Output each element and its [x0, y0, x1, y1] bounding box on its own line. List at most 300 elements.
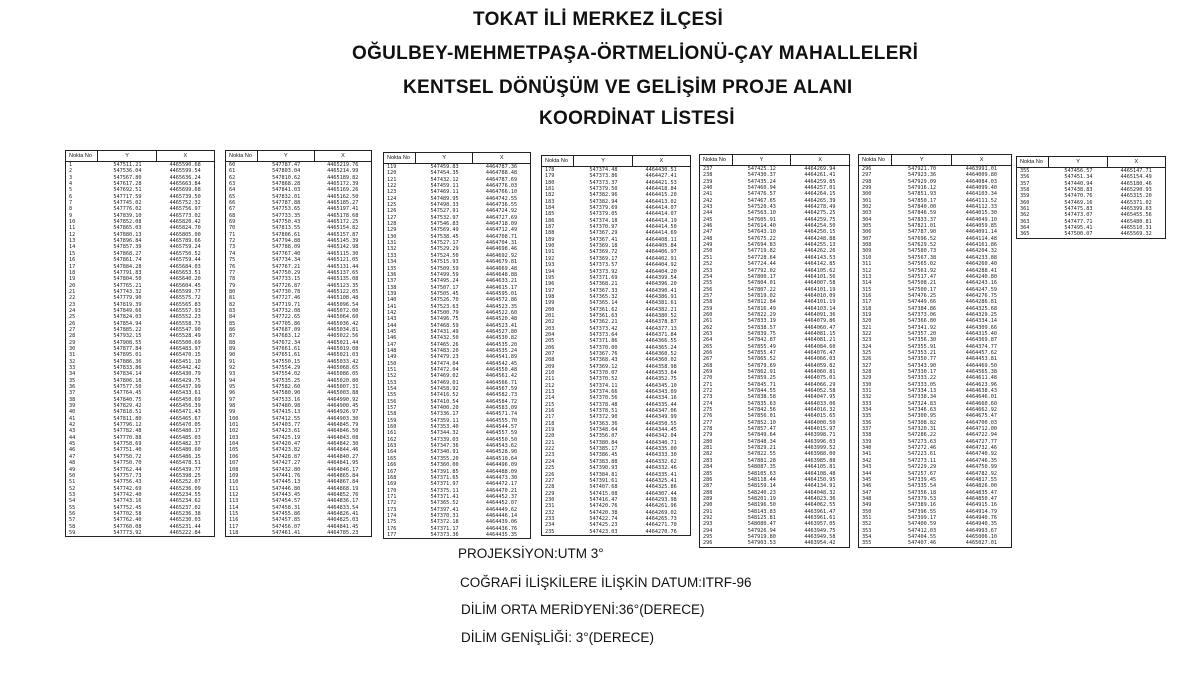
point-no: 271 [703, 381, 713, 388]
y-coordinate: 547614.40 [747, 223, 776, 230]
x-coordinate: 4464265.73 [645, 515, 677, 522]
point-no: 80 [229, 288, 236, 295]
point-no: 200 [545, 306, 555, 313]
y-coordinate: 547451.34 [1064, 174, 1093, 181]
point-no: 146 [387, 335, 397, 342]
header-y: Y [258, 151, 315, 161]
y-coordinate: 547465.26 [430, 341, 459, 348]
y-coordinate: 548201.19 [747, 495, 776, 502]
x-coordinate: 4465064.60 [327, 314, 359, 321]
y-coordinate: 547750.43 [272, 219, 301, 226]
y-coordinate: 547767.21 [272, 263, 301, 270]
x-coordinate: 4465189.82 [327, 174, 359, 181]
point-no: 33 [69, 365, 76, 371]
point-no: 194 [545, 268, 555, 275]
y-coordinate: 547629.52 [908, 242, 937, 249]
y-coordinate: 547803.04 [272, 168, 301, 175]
y-coordinate: 547561.92 [908, 267, 937, 274]
y-coordinate: 547856.01 [747, 413, 776, 420]
point-no: 183 [545, 198, 555, 205]
point-no: 7 [69, 200, 73, 207]
point-no: 148 [387, 347, 397, 354]
x-coordinate: 4464865.84 [327, 472, 359, 479]
x-coordinate: 4465653.51 [169, 269, 201, 276]
y-coordinate: 547854.94 [113, 320, 142, 327]
x-coordinate: 4464900.45 [327, 403, 359, 410]
point-no: 49 [69, 466, 76, 473]
y-coordinate: 547852.08 [113, 219, 142, 226]
y-coordinate: 547335.54 [908, 483, 937, 490]
point-no: 64 [229, 187, 236, 194]
header-y: Y [733, 155, 792, 165]
point-no: 100 [229, 415, 239, 422]
y-coordinate: 547702.58 [113, 510, 142, 517]
x-coordinate: 4465773.02 [169, 212, 201, 219]
y-coordinate: 547767.40 [272, 250, 301, 257]
x-coordinate: 4464732.46 [965, 445, 997, 452]
point-no: 89 [229, 345, 236, 352]
point-no: 201 [545, 312, 555, 319]
point-no: 98 [229, 403, 236, 410]
y-coordinate: 547483.20 [430, 347, 459, 354]
point-no: 188 [545, 230, 555, 237]
x-coordinate: 4464009.80 [965, 172, 997, 179]
y-coordinate: 547407.68 [589, 484, 618, 491]
x-coordinate: 4464059.82 [804, 362, 836, 369]
x-coordinate: 4465022.56 [327, 333, 359, 340]
y-coordinate: 547822.55 [747, 451, 776, 458]
x-coordinate: 4464076.47 [804, 349, 836, 356]
point-no: 261 [703, 318, 713, 325]
y-coordinate: 547432.12 [430, 176, 459, 183]
y-coordinate: 547877.84 [113, 345, 142, 352]
y-coordinate: 547617.28 [113, 181, 142, 188]
point-no: 9 [69, 212, 73, 219]
point-no: 149 [387, 354, 397, 361]
y-coordinate: 547745.02 [113, 200, 142, 207]
point-no: 209 [545, 363, 555, 370]
point-no: 356 [1020, 174, 1030, 181]
x-coordinate: 4465019.08 [327, 345, 359, 352]
y-coordinate: 547416.52 [430, 392, 459, 399]
x-coordinate: 4464386.91 [645, 293, 677, 300]
x-coordinate: 4464724.92 [485, 208, 518, 215]
y-coordinate: 547845.71 [747, 381, 776, 388]
y-coordinate: 547757.73 [113, 472, 142, 479]
x-coordinate: 4465033.42 [327, 358, 359, 365]
point-no: 97 [229, 396, 236, 403]
y-coordinate: 547764.45 [113, 390, 142, 397]
x-coordinate: 4464143.53 [804, 254, 836, 261]
point-no: 303 [862, 210, 872, 217]
point-no: 96 [229, 390, 236, 397]
y-coordinate: 547369.72 [589, 249, 618, 256]
point-no: 254 [703, 273, 713, 280]
point-no: 199 [545, 300, 555, 307]
point-no: 47 [69, 453, 76, 460]
x-coordinate: 4465086.05 [327, 371, 359, 378]
point-no: 264 [703, 337, 713, 344]
point-no: 162 [387, 436, 397, 443]
point-no: 214 [545, 395, 555, 402]
x-coordinate: 4464565.38 [965, 369, 997, 375]
point-no: 57 [69, 517, 76, 524]
y-coordinate: 547569.49 [430, 227, 459, 234]
y-coordinate: 547378.48 [589, 401, 618, 408]
y-coordinate: 547286.22 [908, 432, 937, 439]
point-no: 93 [229, 371, 236, 378]
point-no: 301 [862, 197, 872, 204]
point-no: 186 [545, 217, 555, 224]
y-coordinate: 547743.32 [113, 288, 142, 295]
point-no: 318 [862, 305, 872, 312]
y-coordinate: 547728.64 [747, 254, 776, 261]
y-coordinate: 547859.25 [747, 375, 776, 382]
x-coordinate: 4464846.50 [327, 428, 359, 435]
x-coordinate: 4464903.30 [327, 415, 359, 422]
x-coordinate: 4464365.24 [645, 344, 677, 351]
point-no: 290 [703, 502, 713, 509]
point-no: 250 [703, 248, 713, 255]
page-title-line-3: KENTSEL DÖNÜŞÜM VE GELİŞİM PROJE ALANI [403, 77, 853, 98]
y-coordinate: 547370.56 [589, 395, 618, 402]
point-no: 306 [862, 229, 872, 236]
table-row [66, 530, 214, 536]
y-coordinate: 547895.01 [113, 352, 142, 359]
x-coordinate: 4463998.71 [804, 432, 836, 439]
y-coordinate: 547580.90 [272, 390, 301, 397]
y-coordinate: 547833.37 [908, 216, 937, 223]
point-no: 220 [545, 433, 555, 440]
x-coordinate: 4464081.21 [804, 337, 836, 344]
x-coordinate: 4464342.04 [645, 433, 677, 440]
page-title-line-1: TOKAT İLİ MERKEZ İLÇESİ [473, 9, 724, 30]
point-no: 83 [229, 307, 236, 314]
point-no: 295 [703, 533, 713, 540]
x-coordinate: 4464103.14 [804, 305, 836, 312]
y-coordinate: 547386.45 [589, 452, 618, 459]
x-coordinate: 4465482.37 [169, 441, 201, 448]
header-no: Nokta No [542, 156, 574, 166]
y-coordinate: 547550.15 [272, 358, 301, 365]
y-coordinate: 547454.57 [272, 498, 301, 505]
point-no: 241 [703, 191, 713, 198]
point-no: 234 [545, 522, 555, 529]
point-no: 276 [703, 413, 713, 420]
point-no: 272 [703, 388, 713, 395]
x-coordinate: 4464435.35 [485, 531, 518, 538]
point-no: 296 [862, 166, 872, 172]
x-coordinate: 4464259.85 [804, 178, 836, 185]
point-no: 351 [862, 514, 872, 521]
point-no: 297 [862, 172, 872, 179]
x-coordinate: 4464325.86 [645, 484, 677, 491]
x-coordinate: 4465470.15 [169, 352, 201, 359]
point-no: 269 [703, 369, 713, 375]
y-coordinate: 547833.19 [747, 318, 776, 325]
x-coordinate: 4464535.24 [485, 347, 518, 354]
y-coordinate: 547819.02 [747, 292, 776, 299]
point-no: 365 [1020, 231, 1030, 238]
point-no: 170 [387, 487, 397, 494]
x-coordinate: 4464550.48 [485, 367, 518, 373]
point-no: 268 [703, 362, 713, 369]
point-no: 289 [703, 495, 713, 502]
x-coordinate: 4464248.88 [804, 235, 836, 242]
point-no: 215 [545, 401, 555, 408]
point-no: 245 [703, 216, 713, 223]
y-coordinate: 547520.43 [747, 204, 776, 211]
y-coordinate: 547412.03 [908, 527, 937, 534]
x-coordinate: 4465219.76 [327, 162, 359, 168]
x-coordinate: 4465021.03 [327, 352, 359, 359]
x-coordinate: 4464269.94 [804, 166, 836, 172]
y-coordinate: 547367.33 [589, 287, 618, 294]
x-coordinate: 4464360.02 [645, 357, 677, 364]
x-coordinate: 4464033.06 [804, 400, 836, 407]
y-coordinate: 547868.28 [272, 181, 301, 188]
y-coordinate: 547407.46 [908, 540, 937, 547]
x-coordinate: 4465096.54 [327, 301, 359, 308]
point-no: 66 [229, 200, 236, 207]
y-coordinate: 547885.22 [113, 326, 142, 333]
y-coordinate: 547371.17 [430, 525, 459, 532]
x-coordinate: 4465237.02 [169, 504, 201, 511]
y-coordinate: 547355.20 [430, 455, 459, 462]
point-no: 279 [703, 432, 713, 439]
y-coordinate: 547861.74 [113, 257, 142, 264]
y-coordinate: 547500.17 [908, 286, 937, 293]
x-coordinate: 4465465.67 [169, 415, 201, 422]
y-coordinate: 547536.04 [113, 168, 142, 175]
y-coordinate: 547527.17 [430, 240, 459, 247]
x-coordinate: 4464633.21 [485, 278, 518, 285]
y-coordinate: 547822.29 [747, 311, 776, 318]
y-coordinate: 547373.57 [589, 262, 618, 269]
y-coordinate: 547480.98 [272, 403, 301, 410]
x-coordinate: 4464646.01 [965, 394, 997, 401]
x-coordinate: 4465108.48 [327, 295, 359, 302]
y-coordinate: 547382.94 [589, 198, 618, 205]
point-no: 299 [862, 185, 872, 192]
x-coordinate: 4464826.00 [965, 483, 997, 490]
y-coordinate: 547320.31 [908, 426, 937, 433]
point-no: 61 [229, 168, 236, 175]
y-coordinate: 547359.11 [430, 417, 459, 424]
point-no: 16 [69, 257, 76, 264]
header-x: X [979, 157, 984, 163]
y-coordinate: 547300.95 [908, 413, 937, 420]
y-coordinate: 547819.39 [113, 301, 142, 308]
y-coordinate: 547423.03 [589, 528, 618, 535]
x-coordinate: 4464066.03 [804, 356, 836, 363]
x-coordinate: 4464347.06 [645, 408, 677, 415]
x-coordinate: 4465756.97 [169, 206, 201, 213]
y-coordinate: 547791.83 [113, 269, 142, 276]
point-no: 315 [862, 286, 872, 293]
y-coordinate: 547577.50 [113, 384, 142, 391]
x-coordinate: 4464850.47 [965, 495, 997, 502]
x-coordinate: 4464161.86 [965, 242, 997, 249]
y-coordinate: 547840.75 [113, 396, 142, 403]
table-row [542, 529, 690, 535]
x-coordinate: 4464250.15 [804, 229, 836, 236]
x-coordinate: 4464712.49 [485, 227, 518, 234]
y-coordinate: 547458.92 [430, 386, 459, 393]
x-coordinate: 4465750.52 [169, 250, 201, 257]
x-coordinate: 4465178.68 [327, 212, 359, 219]
y-coordinate: 547365.32 [589, 293, 618, 300]
x-coordinate: 4464075.01 [804, 375, 836, 382]
y-coordinate: 547378.51 [589, 408, 618, 415]
point-no: 164 [387, 449, 397, 456]
point-no: 150 [387, 360, 397, 367]
coordinate-table-6 [858, 154, 1012, 548]
x-coordinate: 4465547.90 [169, 326, 201, 333]
header-x: X [659, 158, 664, 164]
y-coordinate: 547886.36 [113, 358, 142, 365]
point-no: 35 [69, 377, 76, 384]
point-no: 79 [229, 282, 236, 289]
y-coordinate: 547675.22 [747, 235, 776, 242]
x-coordinate: 4464271.70 [645, 522, 677, 529]
point-no: 159 [387, 417, 397, 424]
y-coordinate: 547800.17 [747, 273, 776, 280]
central-meridian-label: DİLİM ORTA MERİDYENİ:36°(DERECE) [461, 602, 705, 617]
y-coordinate: 547380.84 [589, 439, 618, 446]
y-coordinate: 547751.40 [113, 447, 142, 454]
y-coordinate: 547762.40 [113, 517, 142, 524]
point-no: 304 [862, 216, 872, 223]
point-no: 92 [229, 365, 236, 371]
point-no: 178 [545, 167, 555, 173]
x-coordinate: 4464452.37 [485, 493, 518, 500]
x-coordinate: 4464396.20 [645, 281, 677, 288]
y-coordinate: 547672.34 [272, 339, 301, 346]
point-no: 319 [862, 311, 872, 318]
point-no: 84 [229, 314, 236, 321]
y-coordinate: 547787.47 [272, 162, 301, 168]
point-no: 260 [703, 311, 713, 318]
y-coordinate: 547423.61 [272, 428, 301, 435]
point-no: 330 [862, 381, 872, 388]
x-coordinate: 4464345.10 [645, 382, 677, 389]
x-coordinate: 4465036.42 [327, 320, 359, 327]
y-coordinate: 547844.55 [747, 388, 776, 395]
point-no: 143 [387, 316, 397, 323]
x-coordinate: 4464418.84 [645, 186, 677, 193]
point-no: 226 [545, 471, 555, 478]
point-no: 324 [862, 343, 872, 350]
point-no: 168 [387, 474, 397, 481]
header-x: X [1134, 159, 1139, 165]
x-coordinate: 4464335.41 [645, 471, 677, 478]
x-coordinate: 4465456.39 [169, 403, 201, 410]
point-no: 265 [703, 343, 713, 350]
point-no: 158 [387, 411, 397, 418]
point-no: 191 [545, 249, 555, 256]
point-no: 267 [703, 356, 713, 363]
point-no: 340 [862, 445, 872, 452]
y-coordinate: 547373.86 [589, 173, 618, 180]
x-coordinate: 4463949.75 [804, 527, 836, 534]
y-coordinate: 547812.84 [747, 299, 776, 306]
x-coordinate: 4465399.63 [1120, 206, 1152, 213]
y-coordinate: 547410.54 [430, 398, 459, 405]
x-coordinate: 4465739.50 [169, 193, 201, 200]
point-no: 128 [387, 221, 397, 228]
point-no: 156 [387, 398, 397, 405]
y-coordinate: 547818.51 [113, 409, 142, 416]
point-no: 233 [545, 515, 555, 522]
x-coordinate: 4464016.32 [804, 407, 836, 414]
y-coordinate: 547420.38 [589, 509, 618, 516]
x-coordinate: 4465480.17 [169, 428, 201, 435]
y-coordinate: 547750.29 [272, 269, 301, 276]
x-coordinate: 4465483.97 [169, 345, 201, 352]
point-no: 166 [387, 462, 397, 469]
x-coordinate: 4464567.59 [485, 386, 518, 393]
y-coordinate: 547391.61 [589, 477, 618, 484]
y-coordinate: 547403.77 [272, 422, 301, 429]
x-coordinate: 4464254.50 [804, 223, 836, 230]
point-no: 247 [703, 229, 713, 236]
point-no: 12 [69, 231, 76, 238]
y-coordinate: 547445.13 [272, 479, 301, 486]
point-no: 116 [229, 517, 239, 524]
point-no: 88 [229, 339, 236, 346]
point-no: 132 [387, 246, 397, 253]
point-no: 332 [862, 394, 872, 401]
point-no: 73 [229, 244, 236, 251]
x-coordinate: 4464275.25 [804, 210, 836, 217]
point-no: 257 [703, 292, 713, 299]
point-no: 196 [545, 281, 555, 288]
x-coordinate: 4464662.92 [965, 407, 997, 414]
point-no: 10 [69, 219, 76, 226]
y-coordinate: 547880.13 [113, 231, 142, 238]
point-no: 138 [387, 284, 397, 291]
point-no: 169 [387, 481, 397, 488]
x-coordinate: 4464727.77 [965, 438, 997, 445]
x-coordinate: 4464079.86 [804, 318, 836, 325]
y-coordinate: 547449.66 [908, 299, 937, 306]
point-no: 154 [387, 386, 397, 393]
x-coordinate: 4464436.76 [485, 525, 518, 532]
point-no: 353 [862, 527, 872, 534]
x-coordinate: 4464059.85 [965, 223, 997, 230]
y-coordinate: 547495.41 [1064, 225, 1093, 232]
y-coordinate: 547523.63 [430, 303, 459, 310]
x-coordinate: 4464286.81 [965, 299, 997, 306]
x-coordinate: 4465234.62 [169, 498, 201, 505]
y-coordinate: 547733.15 [272, 276, 301, 283]
point-no: 94 [229, 377, 236, 384]
y-coordinate: 547339.03 [430, 436, 459, 443]
x-coordinate: 4464103.34 [965, 191, 997, 198]
y-coordinate: 547384.81 [589, 471, 618, 478]
point-no: 322 [862, 330, 872, 337]
y-coordinate: 547782.48 [113, 428, 142, 435]
y-coordinate: 547505.45 [430, 290, 459, 297]
point-no: 329 [862, 375, 872, 382]
y-coordinate: 547851.93 [908, 191, 937, 198]
y-coordinate: 547756.43 [113, 479, 142, 486]
header-y: Y [98, 151, 156, 161]
y-coordinate: 547379.53 [908, 495, 937, 502]
y-coordinate: 547229.29 [908, 464, 937, 471]
x-coordinate: 4464584.72 [485, 398, 518, 405]
